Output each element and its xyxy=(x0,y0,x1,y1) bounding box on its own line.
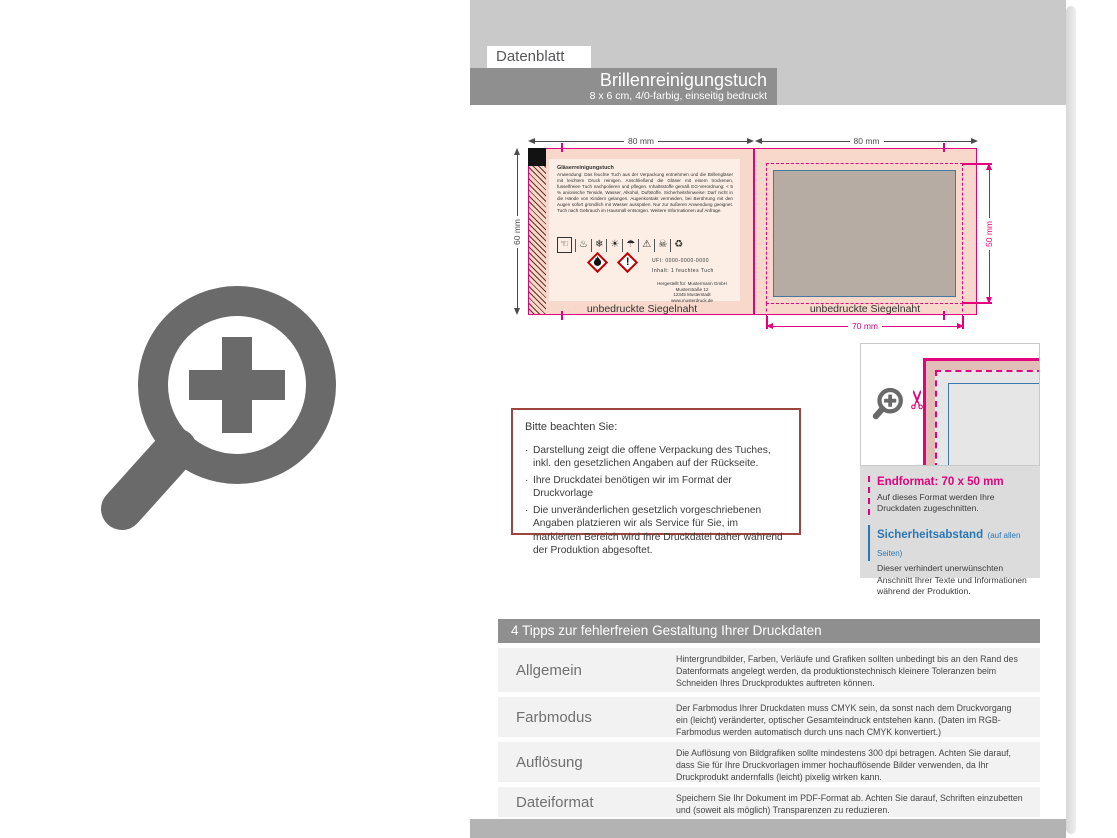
endformat-block xyxy=(868,476,1032,515)
endformat-title: Endformat: 70 x 50 mm xyxy=(877,476,1004,488)
table-row xyxy=(498,697,1040,737)
dimension-50mm xyxy=(984,163,994,304)
care-separator xyxy=(606,239,607,252)
table-row xyxy=(498,787,1040,817)
arrow-right-icon xyxy=(747,138,754,144)
seal-seam-label-left: unbedruckte Siegelnaht xyxy=(586,303,698,315)
ufi-block xyxy=(652,257,714,276)
arrow-down-icon xyxy=(986,297,992,304)
glue-seam-hatch xyxy=(529,166,546,314)
notice-bullet-text: Die unveränderlichen gesetzlich vorgeschriebenen Angaben platzieren wir als Service für Sie, im markierten Bereich wird Ihre Druckdatei daher während der Produktion abgesoftet. xyxy=(533,504,783,557)
dimension-label: 50 mm xyxy=(984,220,994,247)
zoom-plus-icon[interactable] xyxy=(100,285,340,553)
care-symbol-icon: ☠ xyxy=(658,239,668,250)
care-symbol-icon: ☂ xyxy=(626,239,636,250)
tip-text: Speichern Sie Ihr Dokument im PDF-Format ab. Achten Sie darauf, Schriften einzubetten und (soweit als möglich) Transparenzen zu reduzieren. xyxy=(676,793,1023,815)
dimension-80mm-right xyxy=(755,136,978,146)
scissors-icon: ✂ xyxy=(902,388,933,411)
dimension-label: 80 mm xyxy=(853,136,880,146)
page-subtitle: 8 x 6 cm, 4/0-farbig, einseitig bedruckt xyxy=(589,90,767,102)
tip-label: Auflösung xyxy=(516,753,583,771)
table-row xyxy=(498,742,1040,782)
dashed-extension xyxy=(766,303,767,317)
manufacturer-line: 12345 Musterstadt xyxy=(673,292,711,298)
tip-label: Allgemein xyxy=(516,661,582,679)
arrow-up-icon xyxy=(986,163,992,170)
dimension-label: 80 mm xyxy=(628,136,654,146)
dashed-extension xyxy=(962,303,963,317)
dimension-70mm xyxy=(766,321,964,331)
arrow-left-icon xyxy=(528,138,535,144)
care-symbol-icon: ⚠ xyxy=(642,239,652,250)
care-symbols-row xyxy=(557,237,741,253)
bleed-band xyxy=(923,358,1040,466)
tip-label: Dateiformat xyxy=(516,793,594,811)
arrow-left-icon xyxy=(755,138,762,144)
arrow-left-icon xyxy=(766,323,773,329)
dimension-label: 70 mm xyxy=(852,321,878,331)
tip-text: Die Auflösung von Bildgrafiken sollte mindestens 300 dpi betragen. Achten Sie darauf, dass Sie für Ihre Druckvorlagen immer hochauflösende Bilder verwenden, da Ihr Druckprodukt andernfalls (leicht) pixelig wirken kann. xyxy=(676,748,1011,782)
bullet-dot: · xyxy=(525,474,529,486)
care-separator xyxy=(654,239,655,252)
page-title: Brillenreinigungstuch xyxy=(599,70,767,90)
notice-bullet xyxy=(525,504,787,558)
arrow-right-icon xyxy=(957,323,964,329)
flame-glyph xyxy=(593,256,602,269)
format-info-panel xyxy=(860,466,1040,597)
notice-bullet-text: Darstellung zeigt die offene Verpackung des Tuches, inkl. den gesetzlichen Angaben auf der Rückseite. xyxy=(533,445,771,470)
safety-text: Dieser verhindert unerwünschten Anschnitt Ihrer Texte und Informationen während der Produktion. xyxy=(877,562,1027,597)
fold-line xyxy=(753,148,755,315)
trim-dashed-line xyxy=(935,370,1040,466)
tip-text: Hintergrundbilder, Farben, Verläufe und Grafiken sollten unbedingt bis an den Rand des Datenformats angelegt werden, da produktionstechnisch kleinere Toleranzen beim Schneiden Ihres Druckproduktes auftreten können. xyxy=(676,654,1018,688)
dimension-label: 60 mm xyxy=(512,218,522,245)
dimension-60mm xyxy=(512,148,522,315)
safety-title: Sicherheitsabstand xyxy=(877,528,984,541)
manufacturer-block xyxy=(642,281,742,304)
manufacturer-line: Musterstraße 12 xyxy=(675,286,709,292)
endformat-text: Auf dieses Format werden Ihre Druckdaten zugeschnitten. xyxy=(877,491,995,514)
safety-line xyxy=(948,383,1040,466)
care-separator xyxy=(591,239,592,252)
zoom-plus-small-icon xyxy=(872,388,904,422)
bottom-gray-bar xyxy=(470,819,1066,838)
table-row xyxy=(498,648,1040,692)
bullet-dot: · xyxy=(525,445,529,456)
notice-bullet xyxy=(525,444,787,471)
safety-heading-row xyxy=(868,525,1032,561)
page-edge-shadow xyxy=(1066,6,1076,834)
fineprint-body: Anwendung: Das feuchte Tuch aus der Verpackung entnehmen und die Brillengläser mit leichtem Druck reinigen. Anschließend die Gläser mit einem trockenen, fusselfreien Tuch nachpolieren und pflegen. Inhaltsstoffe gemäß EG-Verordnung: < 5 % anionische Tenside, Wasser, Alkohol, Duftstoffe. Sicherheitshinweise: Darf nicht in die Hände von Kindern gelangen. Augenkontakt vermeiden, bei Berührung mit den Augen sofort gründlich mit Wasser ausspülen. Nur zur äußeren Anwendung geeignet. Tuch nach Gebrauch im Hausmüll entsorgen. Weitere Informationen auf Anfrage. xyxy=(557,172,733,213)
care-separator xyxy=(622,239,623,252)
notice-heading: Bitte beachten Sie: xyxy=(525,421,618,433)
notice-bullet xyxy=(525,474,787,501)
care-separator xyxy=(638,239,639,252)
registration-tick xyxy=(943,311,945,320)
arrow-up-icon xyxy=(514,148,520,155)
care-separator xyxy=(575,239,576,252)
ufi-line: Inhalt: 1 feuchtes Tuch xyxy=(652,267,714,274)
notice-bullet-text: Ihre Druckdatei benötigen wir im Format der Druckvorlage xyxy=(533,474,732,500)
arrow-down-icon xyxy=(514,308,520,315)
care-symbol-icon: ♨ xyxy=(578,239,588,250)
safety-area-rect xyxy=(773,170,956,297)
seal-seam-label-right: unbedruckte Siegelnaht xyxy=(809,303,921,315)
care-symbol-icon: ❄ xyxy=(594,239,604,250)
tips-table xyxy=(498,619,1040,817)
tip-text: Der Farbmodus Ihrer Druckdaten muss CMYK sein, da sonst nach dem Druckvorgang ein (leicht) veränderter, optischer Gesamteindruck entstehen kann. (Daten im RGB-Farbmodus werden automatisch durch uns nach CMYK konvertiert.) xyxy=(676,703,1012,737)
tips-header: 4 Tipps zur fehlerfreien Gestaltung Ihrer Druckdaten xyxy=(498,619,1040,643)
sheet-type-label: Datenblatt xyxy=(487,46,591,68)
care-symbol-icon: ☀ xyxy=(610,239,620,250)
legal-fineprint xyxy=(557,165,733,214)
manufacturer-line: www.musterdruck.de xyxy=(671,297,713,303)
notice-box xyxy=(511,408,801,557)
tip-label: Farbmodus xyxy=(516,708,592,726)
bullet-dot: · xyxy=(525,504,529,516)
care-symbol-icon: ☜ xyxy=(557,237,572,253)
dimension-80mm-left xyxy=(528,136,754,146)
exclamation-glyph: ! xyxy=(625,255,630,268)
print-mark-square xyxy=(528,148,546,166)
care-separator xyxy=(670,239,671,252)
care-symbol-icon: ♻ xyxy=(674,239,684,250)
arrow-right-icon xyxy=(971,138,978,144)
registration-tick xyxy=(561,311,563,320)
fineprint-heading: Gläserreinigungstuch xyxy=(557,165,614,171)
manufacturer-line: Hergestellt für: Mustermann GmbH xyxy=(657,281,727,286)
safety-suffix: (auf allen Seiten) xyxy=(877,530,1021,558)
corner-zoom-illustration xyxy=(860,343,1040,466)
product-title-box xyxy=(470,68,777,105)
ufi-line: UFI: 0000-0000-0000 xyxy=(652,258,710,264)
